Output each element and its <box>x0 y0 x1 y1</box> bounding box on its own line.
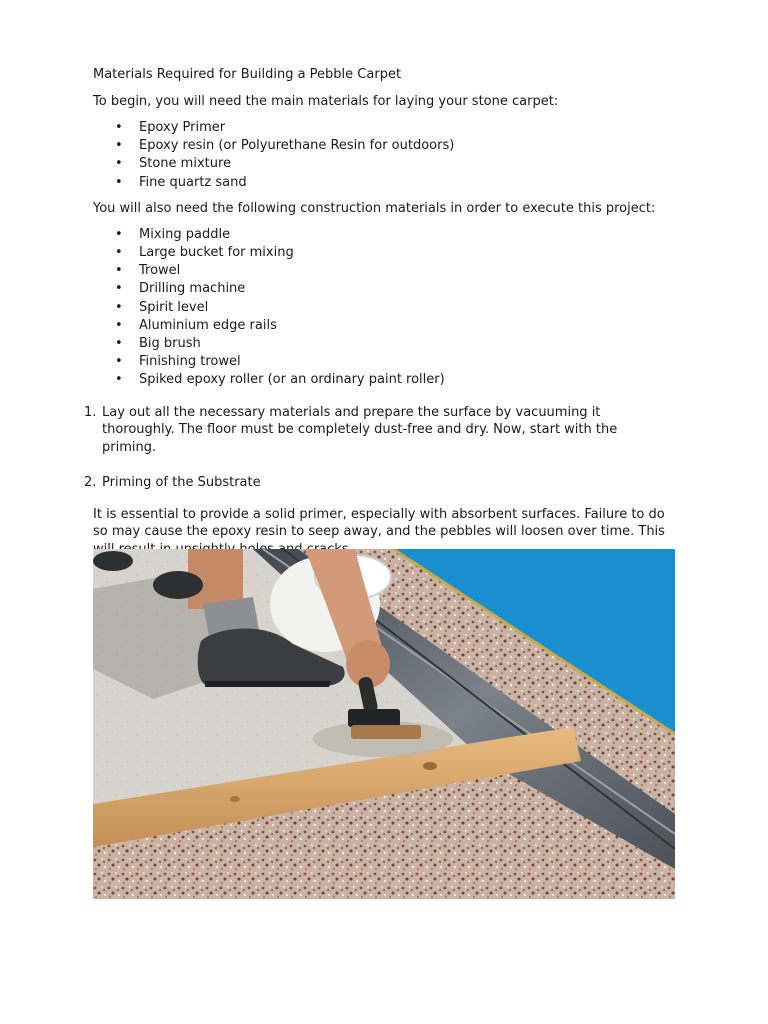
list-item <box>93 335 675 353</box>
list-item <box>93 371 675 389</box>
wood-knot <box>423 762 437 770</box>
bullet-icon: • <box>115 281 123 297</box>
main-materials-list <box>93 119 675 192</box>
construction-materials-list <box>93 226 675 390</box>
list-item <box>93 244 675 262</box>
list-item-text: Aluminium edge rails <box>139 317 277 333</box>
list-item-text: Trowel <box>139 263 181 279</box>
list-item-text: Epoxy resin (or Polyurethane Resin for outdoors) <box>139 138 455 154</box>
shoe-sole <box>205 681 331 687</box>
bullet-icon: • <box>115 120 123 135</box>
list-item <box>93 262 675 280</box>
bullet-icon: • <box>115 263 123 279</box>
list-item-text: Mixing paddle <box>139 226 231 242</box>
priming-photo <box>93 549 675 899</box>
list-item-text: Fine quartz sand <box>139 174 247 190</box>
list-item <box>93 174 675 192</box>
bullet-icon: • <box>115 138 123 154</box>
list-item <box>93 137 675 155</box>
bullet-icon: • <box>115 317 123 333</box>
list-item <box>93 119 675 137</box>
wood-knot <box>230 796 240 802</box>
list-item-text: Epoxy Primer <box>139 120 226 135</box>
document-title: Materials Required for Building a Pebble Carpet <box>93 67 402 82</box>
step-number: 1. <box>84 404 97 420</box>
bullet-icon: • <box>115 372 123 388</box>
bullet-icon: • <box>115 354 123 370</box>
step-text: Priming of the Substrate <box>102 475 261 491</box>
list-item-text: Drilling machine <box>139 281 246 297</box>
list-item <box>93 280 675 298</box>
step-text: Lay out all the necessary materials and prepare the surface by vacuuming it thoroughly. The floor must be completely dust-free and dry. Now, start with the priming. <box>102 404 618 455</box>
list-item-text: Big brush <box>139 336 201 352</box>
step-number: 2. <box>84 475 97 491</box>
bullet-icon: • <box>115 299 123 315</box>
list-item-text: Spirit level <box>139 299 209 315</box>
bullet-icon: • <box>115 156 123 172</box>
list-item <box>93 226 675 244</box>
list-item-text: Stone mixture <box>139 156 232 172</box>
brush-bristles <box>351 725 421 739</box>
list-item <box>93 317 675 335</box>
list-item <box>93 155 675 173</box>
numbered-step-1 <box>84 404 675 457</box>
numbered-step-2 <box>84 474 675 492</box>
brush-ferrule <box>348 709 400 727</box>
background-shoe <box>93 551 133 571</box>
background-shoe <box>153 571 203 599</box>
bullet-icon: • <box>115 336 123 352</box>
list-item-text: Spiked epoxy roller (or an ordinary paint roller) <box>139 372 445 388</box>
priming-photo-illustration <box>93 549 675 899</box>
list-item-text: Finishing trowel <box>139 354 241 370</box>
document-page <box>84 66 675 558</box>
list-item <box>93 299 675 317</box>
intro-paragraph: To begin, you will need the main materials for laying your stone carpet: <box>93 94 559 109</box>
priming-paragraph: It is essential to provide a solid primer, especially with absorbent surfaces. Failure to do so may cause the epoxy resin to seep away, and the pebbles will loosen over time. This <box>93 506 665 540</box>
bullet-icon: • <box>115 245 123 261</box>
construction-intro-paragraph: You will also need the following construction materials in order to execute this project: <box>93 200 656 216</box>
bullet-icon: • <box>115 174 123 190</box>
bullet-icon: • <box>115 226 123 242</box>
list-item-text: Large bucket for mixing <box>139 245 294 261</box>
list-item <box>93 353 675 371</box>
